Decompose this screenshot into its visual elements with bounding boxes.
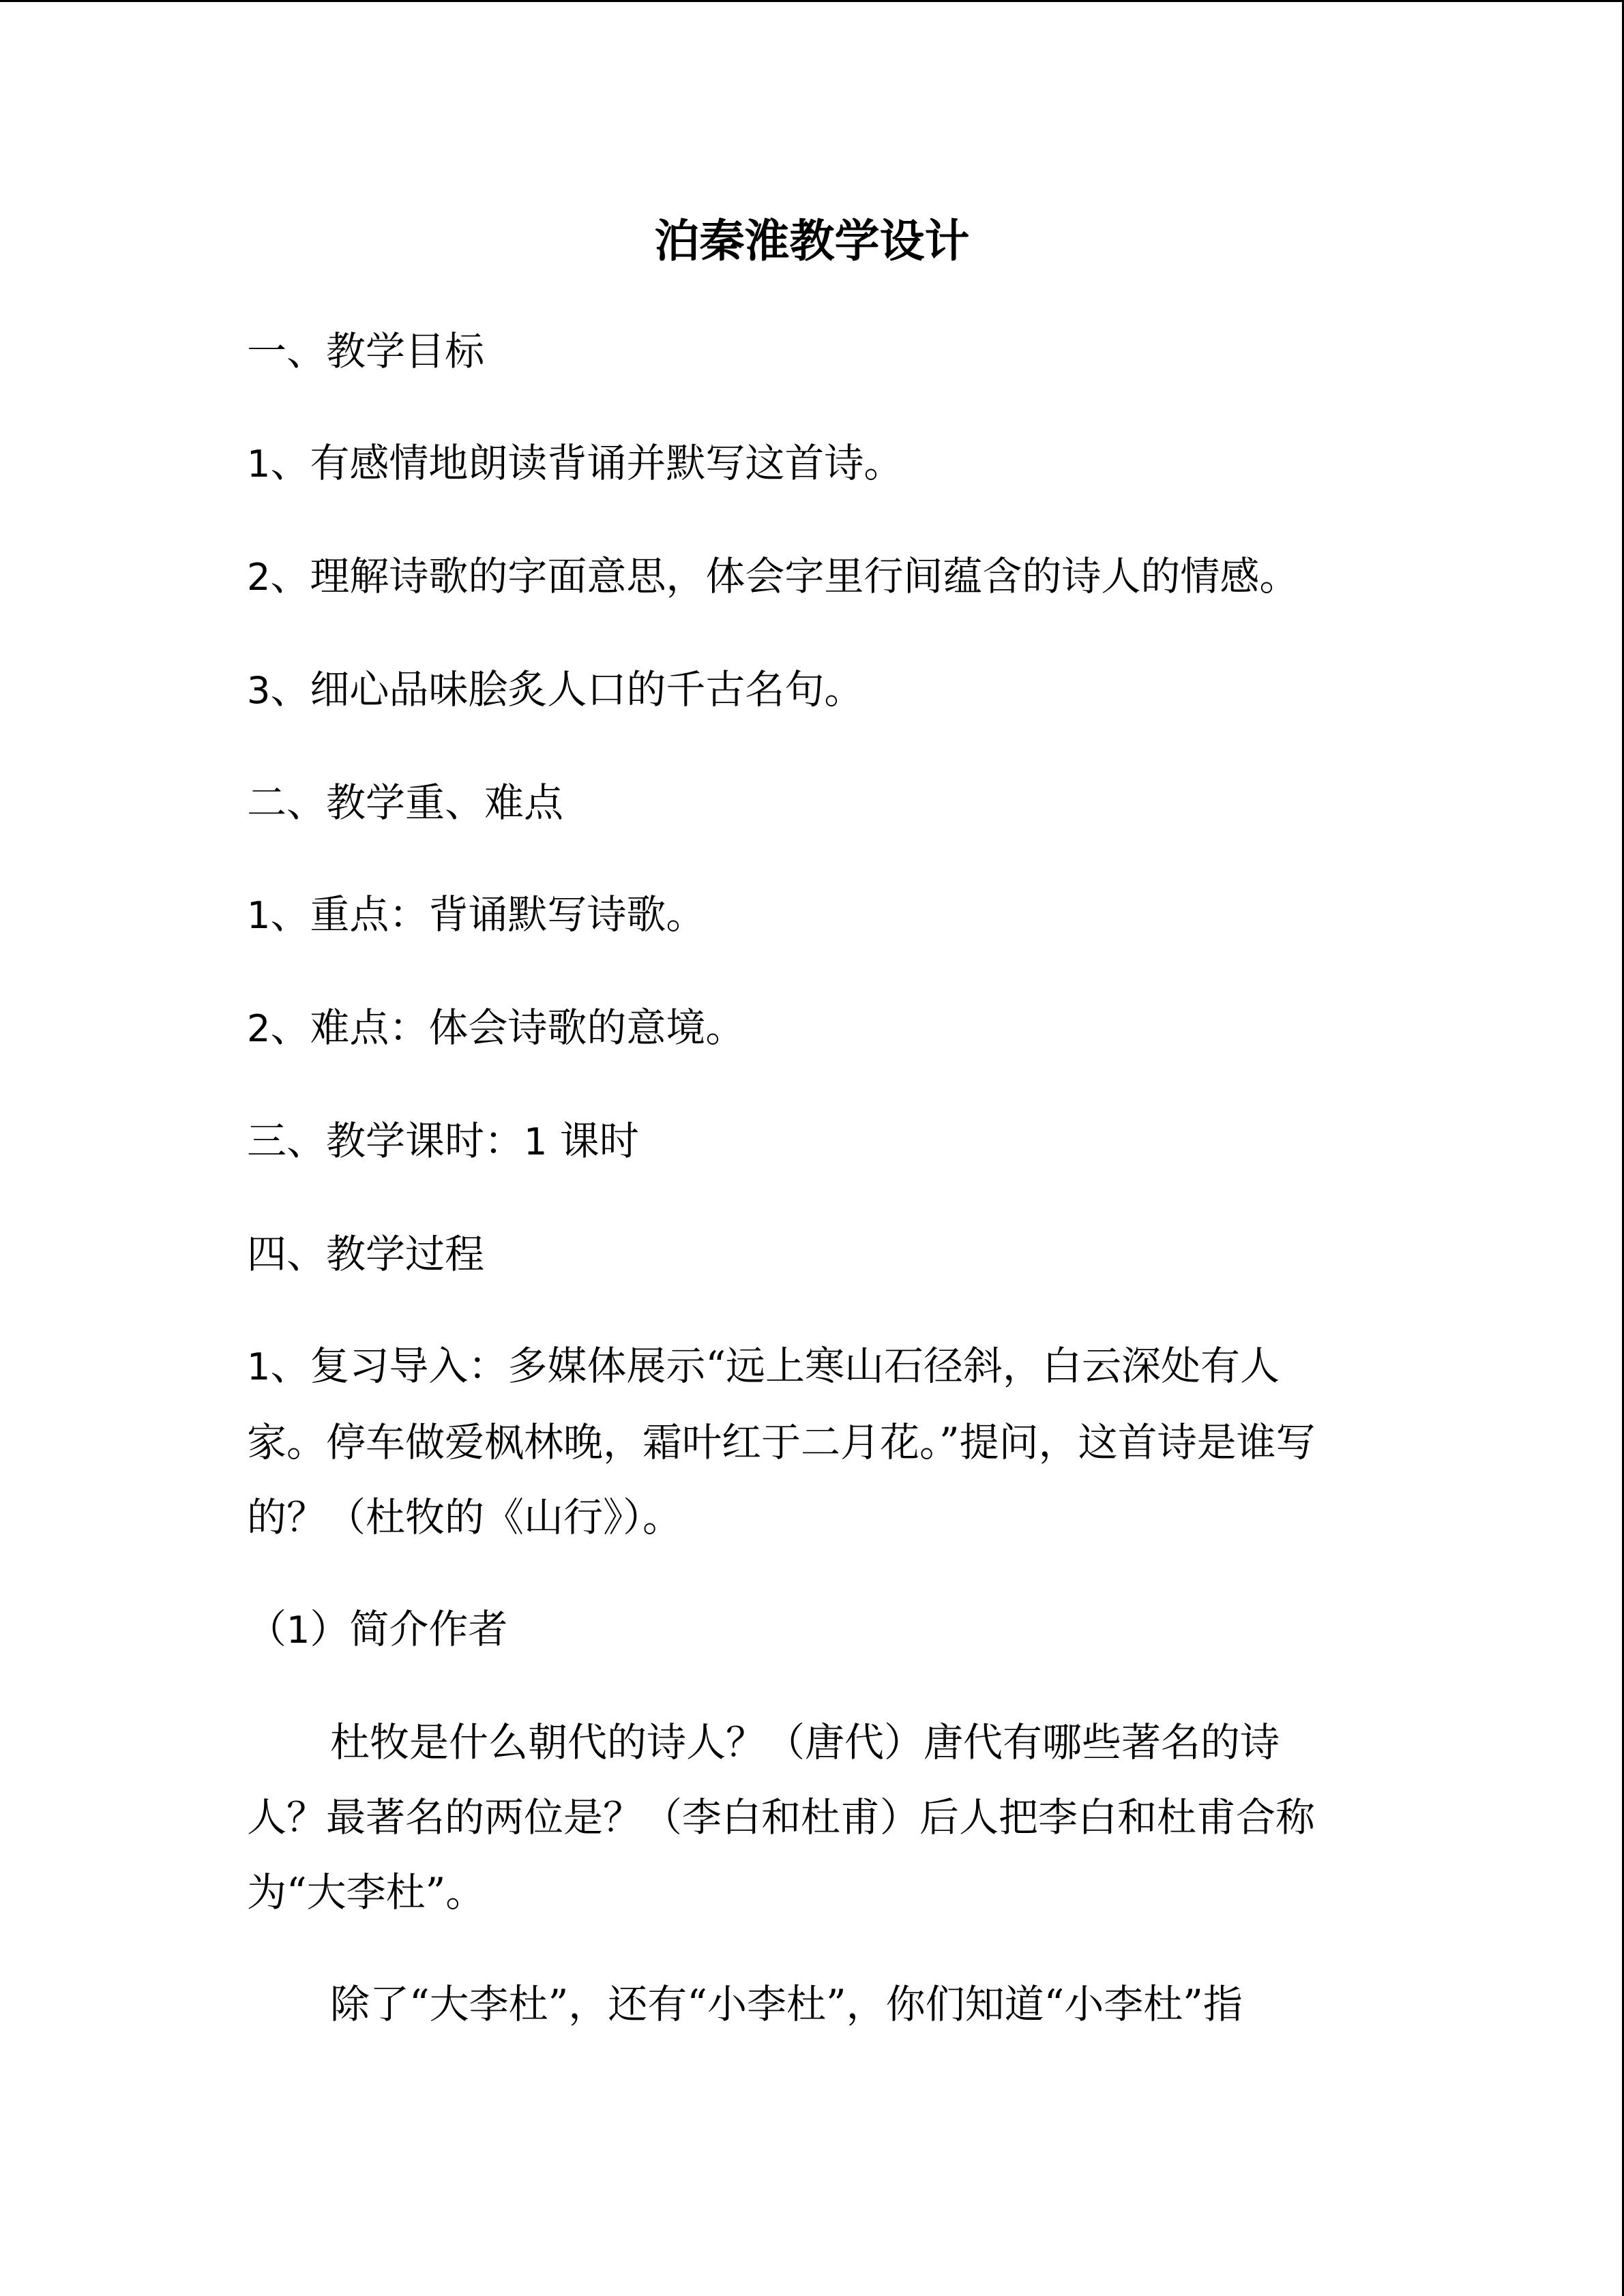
key-point-item-2-text: 、难点：体会诗歌的意境。	[270, 1004, 745, 1051]
author-paragraph-line-3: 为“大李杜”。	[247, 1869, 486, 1915]
key-point-item-2	[247, 1000, 1379, 1056]
document-title: 泊秦淮教学设计	[654, 214, 970, 267]
process-item-1-number: 1	[247, 1345, 271, 1388]
goal-item-3-number: 3	[247, 669, 271, 712]
subsection-heading-author	[247, 1602, 1379, 1658]
goal-item-2-number: 2	[247, 556, 271, 599]
key-point-item-1-number: 1	[247, 894, 271, 937]
goal-item-1-text: 、有感情地朗读背诵并默写这首诗。	[270, 440, 904, 486]
subsection-title: ）简介作者	[310, 1606, 508, 1652]
goal-item-3	[247, 662, 1379, 718]
second-paragraph-line-1: 除了“大李杜”，还有“小李杜”，你们知道“小李杜”指	[330, 1981, 1243, 2027]
section-heading-process: 四、教学过程	[247, 1231, 485, 1277]
document-body	[247, 324, 1379, 2031]
process-item-1-text-1: 、复习导入：多媒体展示“远上寒山石径斜，白云深处有人	[270, 1343, 1280, 1389]
author-paragraph-line-2: 人？最著名的两位是？（李白和杜甫）后人把李白和杜甫合称	[247, 1794, 1316, 1840]
process-item-1-line-2: 家。停车做爱枫林晚，霜叶红于二月花。”提问，这首诗是谁写	[247, 1419, 1316, 1465]
goal-item-1	[247, 436, 1379, 492]
class-hours-label: 三、教学课时：	[247, 1118, 525, 1164]
process-item-1-line-3: 的？（杜牧的《山行》）。	[247, 1494, 683, 1540]
class-hours-unit: 课时	[547, 1118, 639, 1164]
author-paragraph-line-1: 杜牧是什么朝代的诗人？（唐代）唐代有哪些著名的诗	[330, 1719, 1280, 1765]
goal-item-1-number: 1	[247, 443, 271, 486]
section-heading-key-points: 二、教学重、难点	[247, 779, 564, 826]
class-hours-number: 1	[524, 1120, 548, 1163]
goal-item-3-text: 、细心品味脍炙人口的千古名句。	[270, 666, 864, 713]
key-point-item-1-text: 、重点：背诵默写诗歌。	[270, 891, 706, 938]
key-point-item-2-number: 2	[247, 1007, 271, 1050]
goal-item-2-text: 、理解诗歌的字面意思，体会字里行间蕴含的诗人的情感。	[270, 553, 1299, 599]
subsection-number: 1	[286, 1609, 310, 1652]
section-heading-class-hours	[247, 1114, 1379, 1169]
key-point-item-1	[247, 887, 1379, 943]
subsection-open-paren: （	[247, 1606, 287, 1652]
process-item-1-line-1	[247, 1339, 1379, 1395]
goal-item-2	[247, 549, 1379, 605]
section-heading-goals: 一、教学目标	[247, 328, 485, 374]
